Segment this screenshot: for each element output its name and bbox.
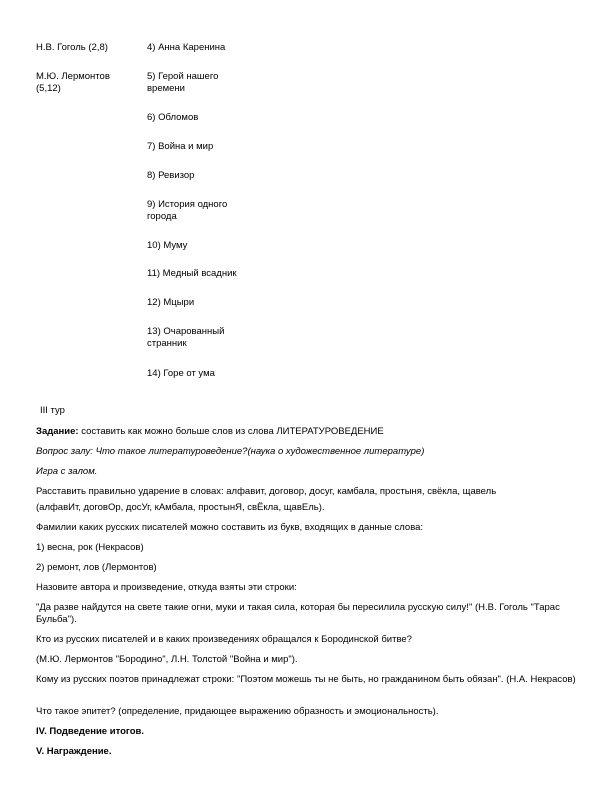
gogol-quote: "Да разве найдутся на свете такие огни, муки и такая сила, которая бы пересилила русскую силу!" (Н.В. Гоголь "Тарас Бульба"). (36, 602, 560, 625)
surnames-question: Фамилии каких русских писателей можно составить из букв, входящих в данные слова: (36, 522, 424, 533)
surname-riddle-1: 1) весна, рок (Некрасов) (36, 542, 144, 553)
work-item: 9) История одного города (147, 199, 228, 222)
author-question: Назовите автора и произведение, откуда взяты эти строки: (36, 582, 297, 593)
borodino-answer: (М.Ю. Лермонтов "Бородино", Л.Н. Толстой "Война и мир"). (36, 654, 298, 665)
borodino-question: Кто из русских писателей и в каких произведениях обращался к Бородинской битве? (36, 634, 412, 645)
task-paragraph (36, 426, 581, 438)
poet-question: Кому из русских поэтов принадлежат строки: "Поэтом можешь ты не быть, но гражданином быть обязан". (Н.А. Некрасов) (36, 674, 576, 685)
work-item: 5) Герой нашего времени (147, 71, 219, 94)
award-heading: V. Награждение. (36, 746, 112, 757)
work-item: 14) Горе от ума (147, 368, 215, 379)
question-to-hall: Вопрос залу: Что такое литературоведение?(наука о художественное литературе) (36, 446, 425, 457)
results-heading: IV. Подведение итогов. (36, 726, 145, 737)
work-item: 10) Муму (147, 240, 188, 251)
work-item: 4) Анна Каренина (147, 42, 226, 53)
work-item: 11) Медный всадник (147, 268, 237, 279)
epithet-question: Что такое эпитет? (определение, придающее выражению образность и эмоциональность). (36, 706, 439, 717)
task-text: составить как можно больше слов из слова ЛИТЕРАТУРОВЕДЕНИЕ (78, 426, 384, 437)
task-label: Задание: (36, 426, 79, 437)
work-item: 7) Война и мир (147, 141, 214, 152)
author-gogol: Н.В. Гоголь (2,8) (36, 42, 108, 53)
author-lermontov: М.Ю. Лермонтов (5,12) (36, 71, 110, 94)
game-with-hall: Игра с залом. (36, 466, 98, 477)
stress-answer: (алфавИт, договОр, досУг, кАмбала, простынЯ, свЁкла, щавЕль). (36, 502, 325, 513)
surname-riddle-2: 2) ремонт, лов (Лермонтов) (36, 562, 157, 573)
stress-task: Расставить правильно ударение в словах: алфавит, договор, досуг, камбала, простыня, свёкла, щавель (36, 486, 497, 497)
round-heading: III тур (40, 405, 65, 416)
work-item: 12) Мцыри (147, 297, 195, 308)
work-item: 13) Очарованный странник (147, 326, 225, 349)
work-item: 8) Ревизор (147, 170, 195, 181)
work-item: 6) Обломов (147, 112, 199, 123)
